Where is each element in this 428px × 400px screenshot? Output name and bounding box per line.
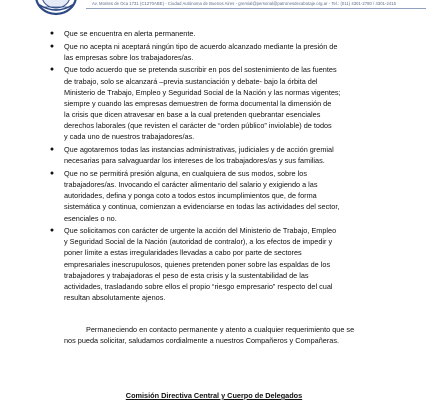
closing-line: nos pueda solicitar, saludamos cordialmente a nuestros Compañeros y Compañeras.: [64, 336, 339, 346]
union-emblem-icon: [34, 0, 78, 16]
bullet-dot-icon: ●: [49, 30, 55, 37]
bullet-dot-icon: ●: [49, 146, 55, 154]
list-item-line: Que se encuentra en alerta permanente.: [64, 29, 196, 38]
list-item-line: Que agotaremos todas las instancias administrativas, judiciales y de acción gremial: [64, 145, 334, 155]
list-item-line: esenciales o no.: [64, 213, 117, 223]
signature-block: Comisión Directiva Central y Cuerpo de Delegados: [125, 391, 303, 400]
list-item-line: Ministerio de Trabajo, Empleo y Seguridad Social de la Nación y las normas vigentes;: [64, 87, 341, 97]
letterhead-address: Av. Montes de Oca 1731 (C1270ABE) - Ciudad Autónoma de Buenos Aires - gremial@personal@patronesdecabotaje.org.ar - Tel.: (011) 4301-2780 / 4301-2415: [92, 1, 397, 6]
bullet-dot-icon: ●: [49, 227, 55, 235]
list-item-line: de trabajo, solo se alcanzará –previa sustanciación y debate- bajo la órbita del: [64, 76, 318, 86]
list-item-line: necesarias para salvaguardar los intereses de los trabajadores/as y sus familias.: [64, 156, 325, 166]
letterhead-divider: [86, 8, 426, 9]
list-item: [49, 225, 378, 303]
list-item-line: Que todo acuerdo que se pretenda suscribir en pos del sostenimiento de las fuentes: [64, 65, 337, 75]
letterhead: [0, 0, 428, 18]
list-item: [49, 168, 378, 224]
list-item-line: sistemática y continua, comienzan a evidenciarse en todas las actividades del sector,: [64, 202, 340, 212]
list-item-line: trabajadores/as. Invocando el carácter alimentario del salario y exigiendo a las: [64, 180, 318, 190]
bullet-dot-icon: ●: [49, 42, 55, 50]
list-item: [49, 64, 378, 142]
list-item-line: Que no acepta ni aceptará ningún tipo de acuerdo alcanzado mediante la presión de: [64, 41, 338, 51]
list-item-line: la crisis que dicen atravesar en base a la cual pretenden quebrantar esenciales: [64, 110, 321, 120]
bullet-dot-icon: ●: [49, 66, 55, 74]
list-item-line: actividades, trasladando sobre ellos el propio “riesgo empresario” respecto del cual: [64, 281, 333, 291]
list-item: [49, 144, 378, 166]
list-item: [49, 41, 378, 63]
resolution-list: [49, 28, 378, 303]
list-item-line: siempre y cuando las empresas demuestren de forma documental la dimensión de: [64, 98, 332, 108]
closing-line: Permaneciendo en contacto permanente y atento a cualquier requerimiento que se: [86, 325, 355, 334]
bullet-dot-icon: ●: [49, 169, 55, 177]
list-item-line: autoridades, defina y ponga coto a todos estos incumplimientos que, de forma: [64, 191, 317, 201]
list-item-line: derechos laborales (que revisten el carácter de “orden público” inviolable) de todos: [64, 121, 332, 131]
list-item-line: y cada uno de nuestros trabajadores/as.: [64, 132, 195, 142]
list-item-line: resultan absolutamente ajenos.: [64, 293, 166, 303]
list-item-line: Que solicitamos con carácter de urgente la acción del Ministerio de Trabajo, Empleo: [64, 226, 337, 236]
list-item: [49, 28, 378, 39]
list-item-line: Que no se permitirá presión alguna, en cualquiera de sus modos, sobre los: [64, 168, 307, 178]
closing-paragraph: [64, 324, 384, 347]
list-item-line: poner límite a estas irregularidades llevadas a cabo por parte de sectores: [64, 248, 302, 258]
list-item-line: las empresas sobre los trabajadores/as.: [64, 52, 194, 62]
list-item-line: trabajadores y trabajadoras el peso de esta crisis y la sustentabilidad de las: [64, 270, 309, 280]
list-item-line: y Seguridad Social de la Nación (autoridad de contralor), a los efectos de impedir y: [64, 237, 333, 247]
list-item-line: empresariales inescrupulosos, quienes pretenden poner sobre las espaldas de los: [64, 259, 331, 269]
